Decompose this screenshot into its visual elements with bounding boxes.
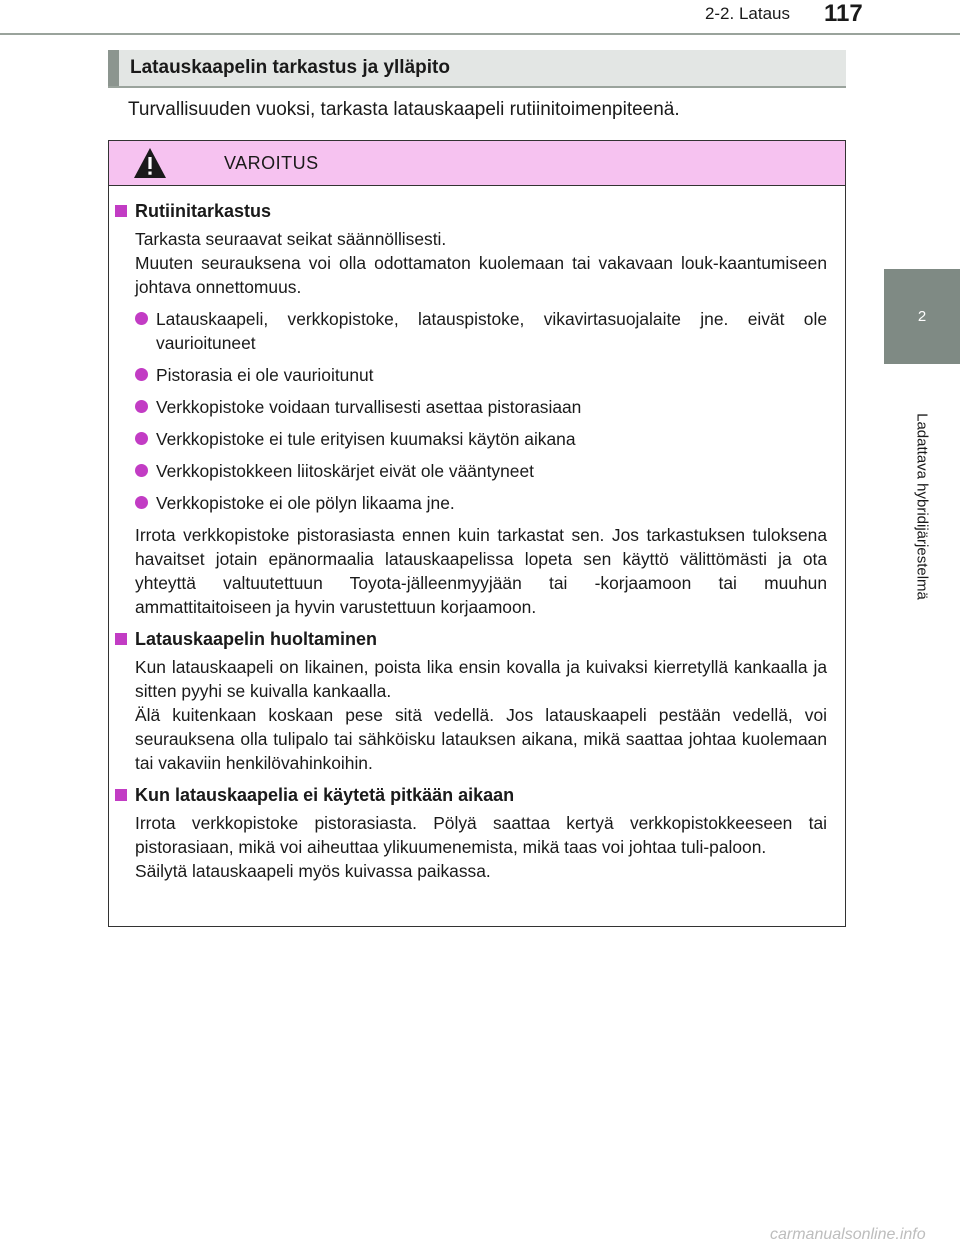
- chapter-side-label-text: Ladattava hybridijärjestelmä: [913, 413, 931, 600]
- subsection-heading-text: Latauskaapelin huoltaminen: [135, 629, 378, 649]
- list-item-text: Latauskaapeli, verkkopistoke, latauspistoke, vikavirtasuojalaite jne. eivät ole vaurioituneet: [156, 309, 827, 353]
- paragraph: Kun latauskaapeli on likainen, poista lika ensin kovalla ja kuivaksi kierretyllä kankaalla ja sitten pyyhi se kuivalla kankaalla.: [135, 657, 827, 701]
- paragraph: Älä kuitenkaan koskaan pese sitä vedellä. Jos latauskaapeli pestään vedellä, voi seurauksena olla tulipalo tai sähköisku latauksen aikana, mikä saattaa johtaa kuolemaan tai vakaviin henkilövahinkoihin.: [135, 705, 827, 773]
- section-title: Latauskaapelin tarkastus ja ylläpito: [130, 57, 450, 78]
- paragraph: Tarkasta seuraavat seikat säännöllisesti.: [135, 229, 447, 249]
- warning-body: [109, 186, 845, 883]
- list-item-text: Verkkopistoke ei tule erityisen kuumaksi käytön aikana: [156, 429, 576, 449]
- watermark: carmanualsonline.info: [770, 1226, 926, 1243]
- chapter-tab: [884, 269, 960, 364]
- list-item-text: Pistorasia ei ole vaurioitunut: [156, 365, 374, 385]
- subsection-heading: [113, 199, 827, 223]
- list-item-text: Verkkopistoke ei ole pölyn likaama jne.: [156, 493, 455, 513]
- list-item: [135, 459, 827, 483]
- circle-bullet-icon: [135, 368, 148, 381]
- warning-label: VAROITUS: [224, 153, 319, 173]
- subsection-heading-text: Kun latauskaapelia ei käytetä pitkään aikaan: [135, 785, 515, 805]
- paragraph: Säilytä latauskaapeli myös kuivassa paikassa.: [135, 861, 491, 881]
- chapter-tab-number: 2: [917, 308, 927, 325]
- section-heading: [108, 50, 846, 88]
- paragraph: Muuten seurauksena voi olla odottamaton kuolemaan tai vakavaan louk-kaantumiseen johtava onnettomuus.: [135, 253, 827, 297]
- square-bullet-icon: [115, 789, 127, 801]
- subsection-heading: [113, 783, 827, 807]
- list-item-text: Verkkopistoke voidaan turvallisesti asettaa pistorasiaan: [156, 397, 582, 417]
- section-heading-bar: [108, 50, 119, 86]
- header-divider: [0, 33, 960, 35]
- square-bullet-icon: [115, 205, 127, 217]
- intro-paragraph: Turvallisuuden vuoksi, tarkasta latauskaapeli rutiinitoimenpiteenä.: [128, 99, 680, 120]
- paragraph: Irrota verkkopistoke pistorasiasta. Pölyä saattaa kertyä verkkopistokkeeseen tai pistorasiaan, mikä voi aiheuttaa ylikuumenemista, mikä taas voi johtaa tuli-paloon.: [135, 813, 827, 857]
- warning-triangle-icon: [133, 147, 167, 179]
- circle-bullet-icon: [135, 464, 148, 477]
- list-item: [135, 427, 827, 451]
- page-number: 117: [824, 0, 863, 27]
- list-item: [135, 307, 827, 355]
- subsection-heading: [113, 627, 827, 651]
- circle-bullet-icon: [135, 432, 148, 445]
- paragraph: Irrota verkkopistoke pistorasiasta ennen kuin tarkastat sen. Jos tarkastuksen tuloksena havaitset jotain epänormaalia latauskaapelissa lopeta sen käyttö välittömästi ja ota yhteyttä valtuutettuun Toyota-jälleenmyyjään tai -korjaamoon tai muuhun ammattitaitoiseen ja hyvin varustettuun korjaamoon.: [135, 525, 827, 617]
- list-item-text: Verkkopistokkeen liitoskärjet eivät ole vääntyneet: [156, 461, 534, 481]
- circle-bullet-icon: [135, 400, 148, 413]
- list-item: [135, 363, 827, 387]
- list-item: [135, 395, 827, 419]
- warning-box: [108, 140, 846, 927]
- list-item: [135, 491, 827, 515]
- subsection-heading-text: Rutiinitarkastus: [135, 201, 272, 221]
- chapter-title: 2-2. Lataus: [704, 4, 790, 23]
- warning-header: [109, 141, 845, 186]
- square-bullet-icon: [115, 633, 127, 645]
- circle-bullet-icon: [135, 496, 148, 509]
- circle-bullet-icon: [135, 312, 148, 325]
